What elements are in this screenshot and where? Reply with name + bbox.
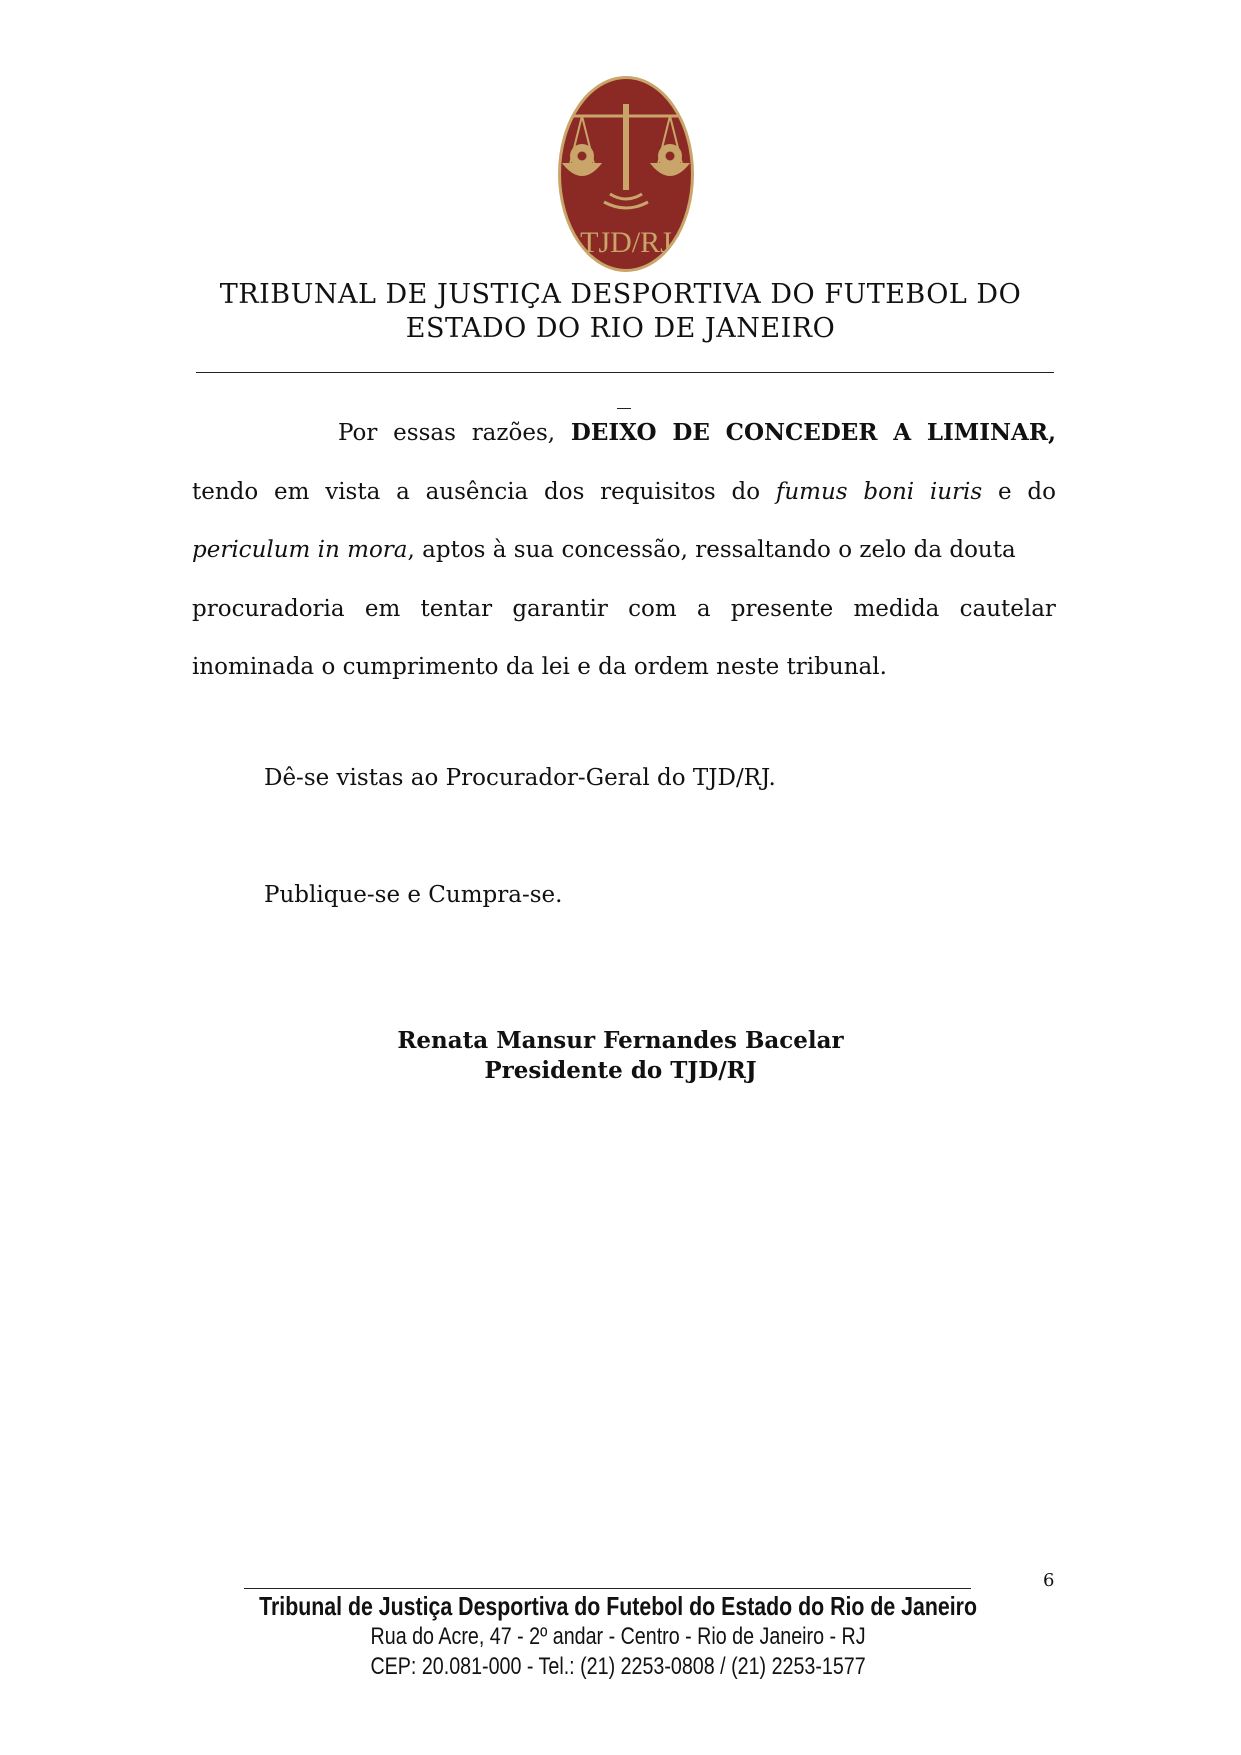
footer-divider: [244, 1588, 971, 1589]
word: a: [396, 478, 410, 505]
word: em: [274, 478, 310, 505]
word: essas: [393, 420, 456, 446]
word: ausência: [425, 478, 529, 505]
word: em: [364, 595, 401, 622]
paragraph-line: [192, 404, 1056, 463]
word: cautelar: [959, 595, 1056, 622]
signatory-role: Presidente do TJD/RJ: [484, 1057, 757, 1084]
word: dos: [544, 478, 585, 505]
football-icon-right: [658, 144, 682, 168]
seal-text: TJD/RJ: [580, 226, 672, 259]
paragraph-line: [192, 580, 1056, 639]
word: vista: [325, 478, 381, 505]
word: a: [696, 595, 711, 622]
decision-bold-word: CONCEDER: [725, 419, 878, 446]
latin-italic-phrase: periculum in mora: [192, 537, 408, 563]
latin-italic-word: fumus: [775, 478, 848, 505]
institution-title-line-1: TRIBUNAL DE JUSTIÇA DESPORTIVA DO FUTEBOL DO: [219, 279, 1022, 310]
institution-title: [0, 278, 1241, 346]
word: do: [731, 478, 761, 505]
line-text: inominada o cumprimento da lei e da ordem neste tribunal.: [192, 654, 887, 680]
decision-bold-word: A: [893, 419, 912, 446]
paragraph-line: [192, 521, 1056, 580]
institution-title-line-2: ESTADO DO RIO DE JANEIRO: [405, 313, 836, 344]
line-text: , aptos à sua concessão, ressaltando o zelo da douta: [407, 537, 1016, 563]
word: razões,: [471, 420, 556, 446]
football-icon-left: [570, 144, 594, 168]
word: do: [1027, 478, 1056, 505]
footer-address: Rua do Acre, 47 - 2º andar - Centro - Rio de Janeiro - RJ: [370, 1623, 866, 1650]
word: procuradoria: [192, 595, 345, 622]
footer-institution-name: Tribunal de Justiça Desportiva do Futebol do Estado do Rio de Janeiro: [259, 1591, 978, 1621]
decision-bold-word: DE: [672, 419, 710, 446]
decision-paragraph: [192, 404, 1056, 697]
word: Por: [338, 420, 378, 446]
paragraph-line: [192, 463, 1056, 522]
decision-bold-word: DEIXO: [570, 419, 657, 446]
page-number: 6: [1043, 1570, 1055, 1591]
signature-block: [0, 1026, 1241, 1086]
word: e: [997, 478, 1012, 505]
vistas-paragraph: Dê-se vistas ao Procurador-Geral do TJD/RJ.: [264, 765, 776, 791]
header-divider: [196, 372, 1054, 373]
latin-italic-word: boni: [863, 478, 915, 505]
signatory-name: Renata Mansur Fernandes Bacelar: [397, 1027, 844, 1054]
word: requisitos: [600, 478, 716, 505]
word: tentar: [420, 595, 493, 622]
footer-contact: CEP: 20.081-000 - Tel.: (21) 2253-0808 / (21) 2253-1577: [370, 1653, 866, 1680]
word: com: [628, 595, 677, 622]
publication-paragraph: Publique-se e Cumpra-se.: [264, 882, 563, 908]
word: medida: [853, 595, 940, 622]
word: presente: [730, 595, 834, 622]
paragraph-line: [192, 638, 1056, 697]
word: tendo: [192, 478, 259, 505]
latin-italic-word: iuris: [929, 478, 983, 505]
decision-bold-word: LIMINAR,: [926, 419, 1056, 446]
footer: [109, 1590, 1127, 1682]
tjd-rj-seal-logo: [556, 74, 696, 274]
word: garantir: [512, 595, 608, 622]
